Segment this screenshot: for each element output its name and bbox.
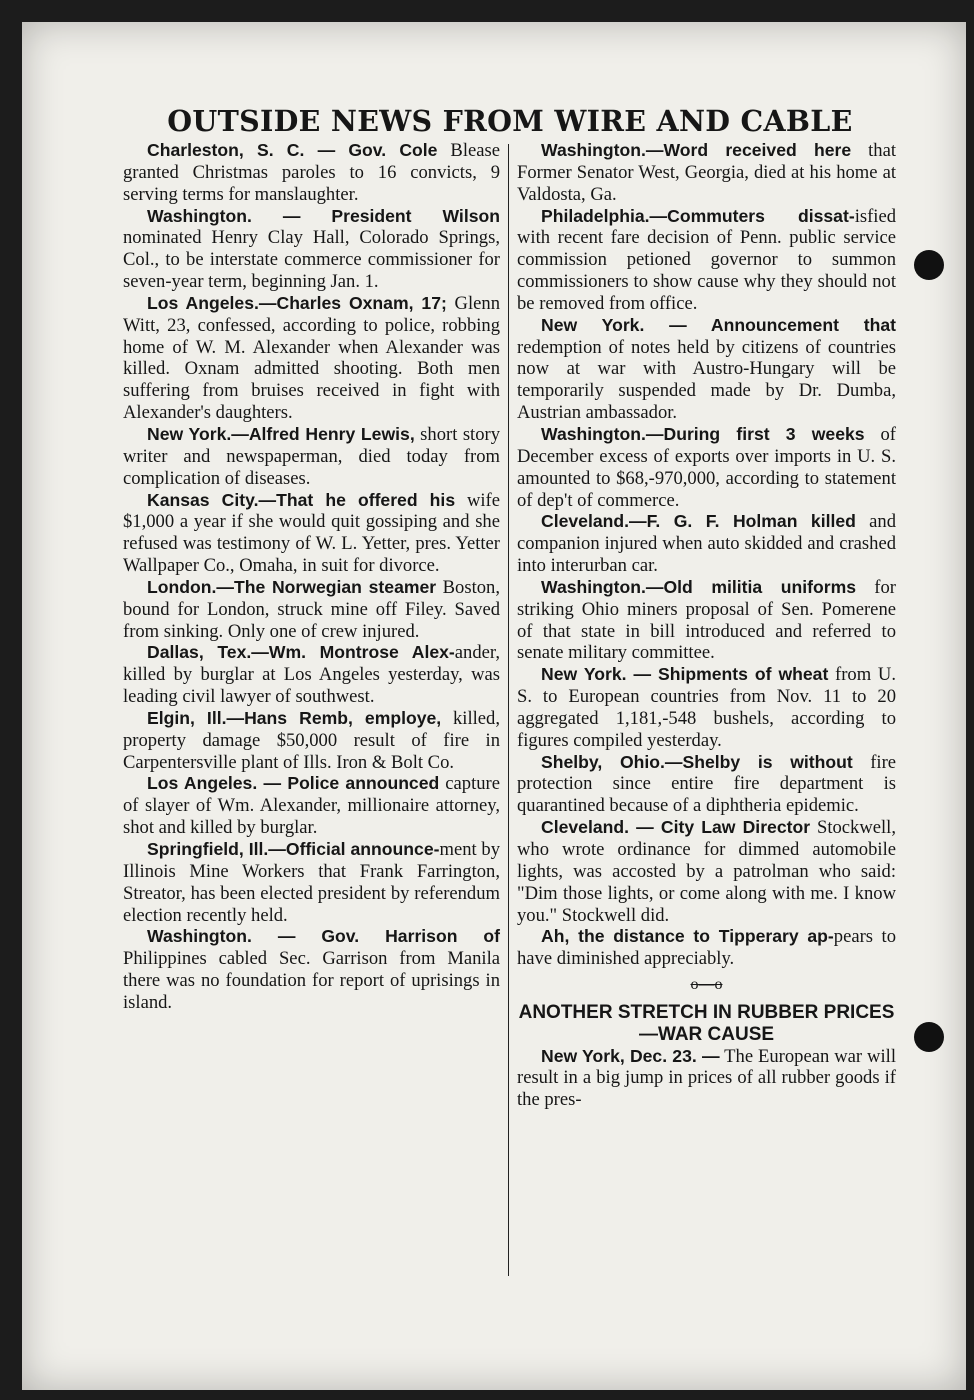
news-dateline: Elgin, Ill.—Hans Remb, employe, — [147, 707, 442, 728]
news-item — [123, 140, 500, 206]
news-dateline: Springfield, Ill.—Official announce- — [147, 839, 440, 859]
column-divider — [508, 144, 509, 1276]
news-dateline: New York, Dec. 23. — — [541, 1045, 720, 1066]
section-separator — [517, 974, 896, 996]
news-body: Philippines cabled Sec. Garrison from Manila there was no foundation for report of uprisings in island. — [123, 948, 500, 1013]
news-item — [123, 708, 500, 774]
separator-ornament: o—o — [690, 976, 723, 994]
news-dateline: Kansas City.—That he offered his — [147, 489, 456, 510]
news-dateline: Ah, the distance to Tipperary ap- — [541, 926, 834, 947]
news-body: Blease granted Christmas paroles to 16 convicts, 9 serving terms for manslaughter. — [123, 140, 500, 205]
news-item — [123, 424, 500, 490]
news-item — [517, 664, 896, 751]
news-item — [123, 293, 500, 424]
binder-hole-top — [914, 250, 944, 280]
news-dateline: London.—The Norwegian steamer — [147, 576, 437, 597]
news-body: ment by Illinois Mine Workers that Frank Farrington, Streator, has been elected president by referendum election recently held. — [123, 839, 501, 926]
right-column — [517, 140, 896, 1111]
news-item — [123, 926, 500, 1013]
news-body: wife $1,000 a year if she would quit gossiping and she refused was testimony of W. L. Yetter, pres. Yetter Wallpaper Co., Omaha, in suit for divorce. — [123, 489, 501, 577]
news-dateline: New York. — Shipments of wheat — [541, 664, 829, 685]
news-item — [123, 839, 500, 926]
news-item — [123, 206, 500, 293]
news-body: from U. S. to European countries from Nov. 11 to 20 aggregated 1,181,-548 bushels, according to figures compiled yesterday. — [517, 664, 896, 751]
news-item — [123, 773, 500, 839]
news-dateline: Philadelphia.—Commuters dissat- — [541, 205, 855, 226]
news-item — [517, 1046, 896, 1112]
news-body: fire protection since entire fire department is quarantined because of a diphtheria epidemic. — [517, 751, 897, 817]
news-item — [517, 511, 896, 577]
news-dateline: Washington.—During first 3 weeks — [541, 423, 865, 444]
news-dateline: Charleston, S. C. — Gov. Cole — [147, 140, 438, 160]
news-dateline: Cleveland.—F. G. F. Holman killed — [541, 511, 856, 532]
news-item — [517, 926, 896, 970]
binder-hole-bottom — [914, 1022, 944, 1052]
news-dateline: Los Angeles. — Police announced — [147, 773, 440, 794]
news-body: killed, property damage $50,000 result of fire in Carpentersville plant of Ills. Iron & Bolt Co. — [123, 707, 500, 773]
news-body: capture of slayer of Wm. Alexander, millionaire attorney, shot and killed by burglar. — [123, 773, 500, 839]
news-body: for striking Ohio miners proposal of Sen. Pomerene of that state in bill introduced and referred to senate military committee. — [517, 576, 896, 664]
news-dateline: Washington. — Gov. Harrison of — [147, 926, 500, 947]
news-body: Stockwell, who wrote ordinance for dimmed automobile lights, was accosted by a patrolman who said: "Dim those lights, or come along with me. I know you." Stockwell did. — [517, 817, 896, 926]
news-item — [517, 752, 896, 818]
news-body: and companion injured when auto skidded and crashed into interurban car. — [517, 511, 896, 577]
news-item — [517, 140, 896, 206]
news-item — [123, 490, 500, 577]
news-body: of December excess of exports over imports in U. S. amounted to $68,-970,000, according to statement of dep't of commerce. — [517, 423, 896, 511]
subheadline: ANOTHER STRETCH IN RUBBER PRICES—WAR CAUSE — [518, 1001, 895, 1045]
news-body: The European war will result in a big jump in prices of all rubber goods if the pres- — [517, 1045, 896, 1111]
news-dateline: Washington. — President Wilson — [147, 205, 500, 226]
news-body: ander, killed by burglar at Los Angeles yesterday, was leading civil lawyer of southwest. — [123, 642, 500, 708]
news-body: that Former Senator West, Georgia, died at his home at Valdosta, Ga. — [517, 140, 897, 205]
news-item — [517, 424, 896, 511]
news-body: short story writer and newspaperman, died today from complication of diseases. — [123, 423, 501, 489]
news-dateline: New York. — Announcement that — [541, 314, 896, 335]
news-dateline: Los Angeles.—Charles Oxnam, 17; — [147, 292, 447, 313]
news-dateline: Shelby, Ohio.—Shelby is without — [541, 751, 853, 772]
news-body: isfied with recent fare decision of Penn. public service commission petioned governor to summon commissioners to show cause why they should not be removed from office. — [517, 205, 896, 314]
news-dateline: Washington.—Word received here — [541, 140, 852, 160]
news-dateline: Dallas, Tex.—Wm. Montrose Alex- — [147, 642, 455, 663]
news-body: pears to have diminished appreciably. — [517, 926, 896, 970]
news-item — [517, 315, 896, 424]
news-dateline: Washington.—Old militia uniforms — [541, 576, 856, 597]
news-body: nominated Henry Clay Hall, Colorado Springs, Col., to be interstate commerce commissioner for seven-year term, beginning Jan. 1. — [123, 227, 500, 293]
news-body: redemption of notes held by citizens of countries now at war with Austro-Hungary will be temporarily suspended made by Dr. Dumba, Austrian ambassador. — [517, 336, 896, 424]
news-item — [123, 577, 500, 643]
news-body: Glenn Witt, 23, confessed, according to police, robbing home of W. M. Alexander when Alexander was killed. Oxnam admitted shooting. Both men suffering from bruises received in fight with Alexander's daughters. — [123, 292, 500, 424]
news-item — [517, 206, 896, 315]
news-dateline: New York.—Alfred Henry Lewis, — [147, 423, 415, 444]
page-headline: OUTSIDE NEWS FROM WIRE AND CABLE — [167, 104, 853, 138]
news-item — [517, 817, 896, 926]
news-item — [517, 577, 896, 664]
news-body: Boston, bound for London, struck mine off Filey. Saved from sinking. Only one of crew injured. — [123, 576, 500, 642]
news-item — [123, 642, 500, 708]
left-column — [123, 140, 500, 1014]
news-dateline: Cleveland. — City Law Director — [541, 817, 811, 838]
